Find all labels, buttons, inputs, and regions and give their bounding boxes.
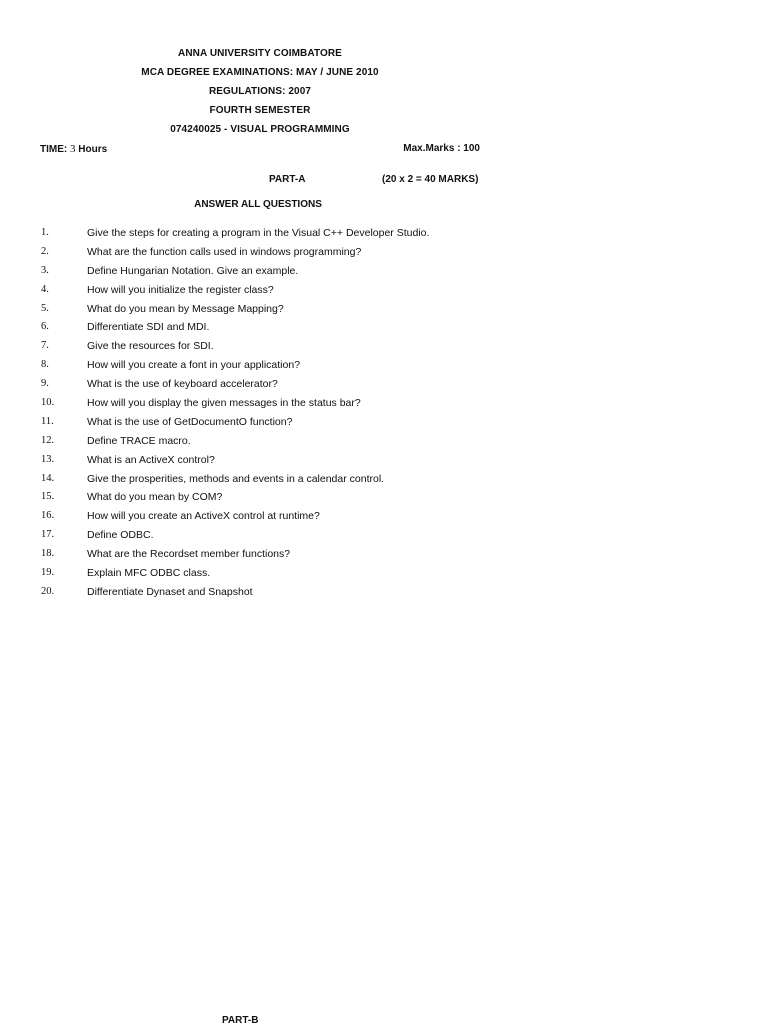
question-item: [0, 547, 768, 566]
question-item: [0, 320, 768, 339]
question-item: [0, 377, 768, 396]
question-item: [0, 396, 768, 415]
question-text: What are the Recordset member functions?: [87, 548, 291, 561]
question-number: 17.: [41, 529, 55, 541]
question-text: How will you initialize the register class?: [87, 283, 274, 296]
question-item: [0, 339, 768, 358]
question-number: 2.: [41, 245, 49, 257]
question-text: What is an ActiveX control?: [87, 453, 215, 466]
question-text: How will you create an ActiveX control at runtime?: [87, 510, 320, 523]
question-number: 11.: [41, 415, 54, 427]
question-text: How will you create a font in your application?: [87, 359, 301, 372]
question-number: 19.: [41, 567, 55, 579]
question-text: Define ODBC.: [87, 529, 154, 542]
question-item: [0, 283, 768, 302]
time-marks-row: [40, 143, 480, 155]
university-name: ANNA UNIVERSITY COIMBATORE: [178, 48, 342, 59]
question-number: 15.: [41, 491, 55, 503]
max-marks: Max.Marks : 100: [403, 143, 480, 154]
question-item: [0, 453, 768, 472]
question-text: What are the function calls used in windows programming?: [87, 245, 362, 258]
question-item: [0, 245, 768, 264]
question-number: 12.: [41, 434, 55, 446]
question-text: How will you display the given messages in the status bar?: [87, 397, 361, 410]
question-item: [0, 490, 768, 509]
course-title: 074240025 - VISUAL PROGRAMMING: [170, 124, 350, 135]
question-number: 8.: [41, 359, 49, 371]
question-text: Differentiate Dynaset and Snapshot: [87, 585, 253, 598]
question-number: 5.: [41, 302, 49, 314]
question-number: 7.: [41, 340, 49, 352]
question-item: [0, 472, 768, 491]
question-number: 13.: [41, 453, 55, 465]
question-number: 18.: [41, 548, 55, 560]
question-text: Differentiate SDI and MDI.: [87, 321, 210, 334]
question-item: [0, 566, 768, 585]
question-text: Explain MFC ODBC class.: [87, 567, 211, 580]
question-item: [0, 302, 768, 321]
question-number: 9.: [41, 378, 49, 390]
time-unit: Hours: [75, 144, 108, 155]
question-list: [0, 226, 768, 604]
semester: FOURTH SEMESTER: [209, 105, 311, 116]
question-item: [0, 415, 768, 434]
question-text: What is the use of keyboard accelerator?: [87, 378, 278, 391]
exam-title: MCA DEGREE EXAMINATIONS: MAY / JUNE 2010: [141, 67, 379, 78]
question-item: [0, 528, 768, 547]
question-text: What do you mean by COM?: [87, 491, 223, 504]
time-value: 3: [70, 143, 76, 155]
question-text: What is the use of GetDocumentO function?: [87, 415, 293, 428]
question-item: [0, 585, 768, 604]
question-number: 20.: [41, 585, 55, 597]
question-text: Give the steps for creating a program in the Visual C++ Developer Studio.: [87, 227, 430, 239]
question-text: Define Hungarian Notation. Give an example.: [87, 264, 299, 277]
time-label: TIME:: [40, 144, 70, 155]
part-b-title: PART-B: [222, 1015, 259, 1026]
question-text: Give the resources for SDI.: [87, 340, 214, 353]
question-number: 14.: [41, 472, 55, 484]
question-text: What do you mean by Message Mapping?: [87, 302, 284, 315]
question-number: 16.: [41, 510, 55, 522]
part-a-marks: (20 x 2 = 40 MARKS): [382, 174, 479, 185]
question-number: 1.: [41, 227, 49, 238]
question-text: Give the prosperities, methods and events in a calendar control.: [87, 472, 385, 485]
question-item: [0, 264, 768, 283]
question-item: [0, 434, 768, 453]
question-number: 6.: [41, 321, 49, 333]
question-number: 3.: [41, 264, 49, 276]
question-number: 4.: [41, 283, 49, 295]
part-a-instruction: ANSWER ALL QUESTIONS: [194, 199, 322, 210]
question-text: Define TRACE macro.: [87, 434, 191, 447]
part-a-title: PART-A: [269, 174, 306, 185]
question-number: 10.: [41, 397, 55, 409]
question-item: [0, 509, 768, 528]
regulations: REGULATIONS: 2007: [208, 86, 312, 97]
question-item: [0, 226, 768, 245]
question-item: [0, 358, 768, 377]
